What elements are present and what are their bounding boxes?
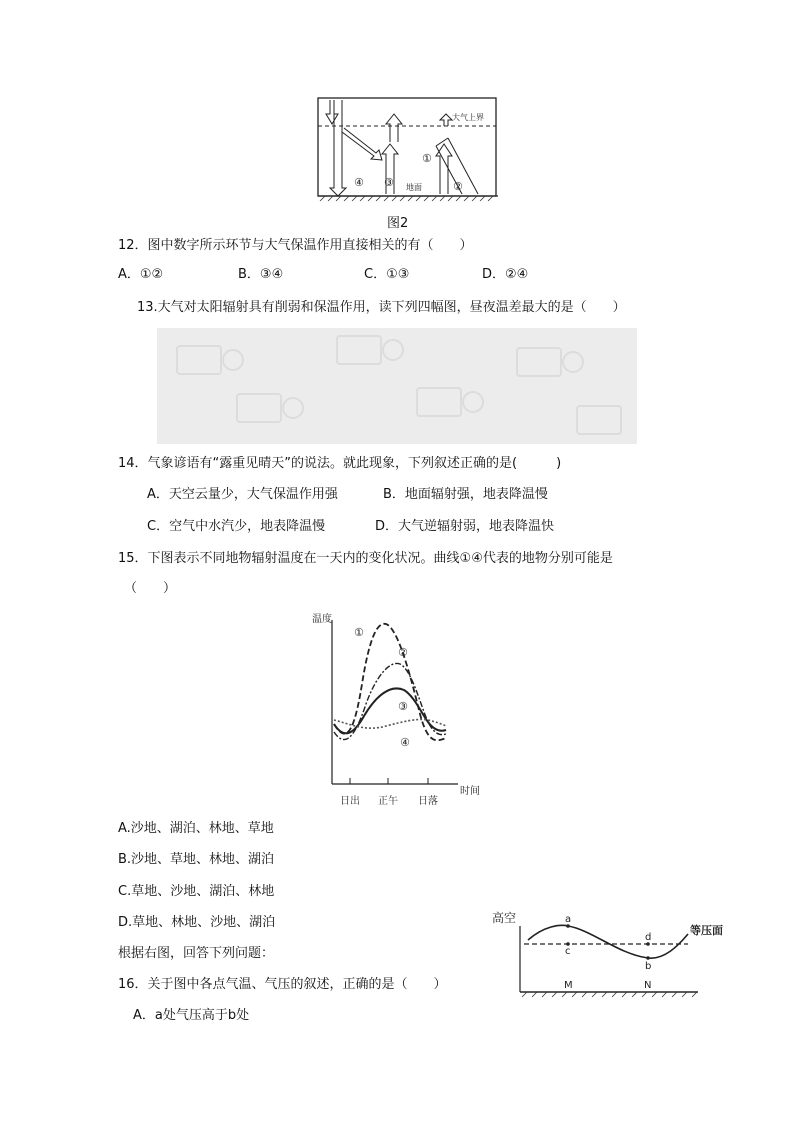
q14-option-a: A．天空云量少，大气保温作用强 xyxy=(147,487,338,502)
figure-2-radiation-diagram xyxy=(316,96,500,202)
label-M: M xyxy=(564,980,573,991)
chart-tick-noon: 正午 xyxy=(378,796,398,807)
curve-label-4: ④ xyxy=(400,736,410,749)
chart-tick-sunset: 日落 xyxy=(418,796,438,807)
q14-option-c: C．空气中水汽少，地表降温慢 xyxy=(147,519,326,534)
label-N: N xyxy=(644,980,652,991)
q15-option-c: C.草地、沙地、湖泊、林地 xyxy=(118,884,275,899)
chart-ylabel: 温度 xyxy=(312,614,332,625)
label-isobar: 等压面 xyxy=(690,924,723,937)
point-b-label: b xyxy=(645,961,652,972)
num-2: ② xyxy=(453,180,463,193)
point-c-label: c xyxy=(565,946,571,957)
q12-option-b: B．③④ xyxy=(238,267,284,282)
q16-stem: 16．关于图中各点气温、气压的叙述，正确的是（ ） xyxy=(118,977,447,992)
q15-paren: （ ） xyxy=(124,581,177,596)
q15-temperature-chart xyxy=(300,604,496,810)
num-1: ① xyxy=(422,152,432,165)
num-3: ③ xyxy=(384,176,394,189)
num-4: ④ xyxy=(354,176,364,189)
curve-label-3: ③ xyxy=(398,700,408,713)
q12-option-d: D．②④ xyxy=(482,267,529,282)
q15-option-d: D.草地、林地、沙地、湖泊 xyxy=(118,915,276,930)
curve-3 xyxy=(334,688,446,733)
q16-option-a: A．a处气压高于b处 xyxy=(133,1008,250,1023)
curve-label-2: ② xyxy=(398,646,408,659)
q14-stem: 14．气象谚语有“露重见晴天”的说法。就此现象，下列叙述正确的是( ) xyxy=(118,456,562,471)
label-ground: 地面 xyxy=(406,183,422,192)
pressure-figure xyxy=(488,906,730,1000)
q15-option-b: B.沙地、草地、林地、湖泊 xyxy=(118,852,275,867)
q12-option-c: C．①③ xyxy=(364,267,410,282)
curve-label-1: ① xyxy=(354,626,364,639)
figure-2-caption: 图2 xyxy=(387,216,409,231)
q15-stem: 15．下图表示不同地物辐射温度在一天内的变化状况。曲线①④代表的地物分别可能是 xyxy=(118,551,613,566)
label-atmosphere-top: 大气上界 xyxy=(452,113,484,122)
chart-tick-sunrise: 日出 xyxy=(340,796,360,807)
q12-stem: 12．图中数字所示环节与大气保温作用直接相关的有（ ） xyxy=(118,238,473,253)
q13-stem: 13.大气对太阳辐射具有削弱和保温作用，读下列四幅图，昼夜温差最大的是（ ） xyxy=(137,300,626,315)
q14-option-d: D．大气逆辐射弱，地表降温快 xyxy=(375,519,555,534)
q12-option-a: A．①② xyxy=(118,267,164,282)
intro-text: 根据右图，回答下列问题： xyxy=(118,946,275,961)
label-high-altitude: 高空 xyxy=(492,911,517,925)
q14-option-b: B．地面辐射强，地表降温慢 xyxy=(383,487,548,502)
q15-option-a: A.沙地、湖泊、林地、草地 xyxy=(118,821,274,836)
chart-xlabel: 时间 xyxy=(460,786,480,797)
isobar-curve xyxy=(528,925,688,958)
point-d-label: d xyxy=(645,932,652,943)
point-a-label: a xyxy=(565,914,572,925)
q13-image-placeholder xyxy=(157,328,637,444)
